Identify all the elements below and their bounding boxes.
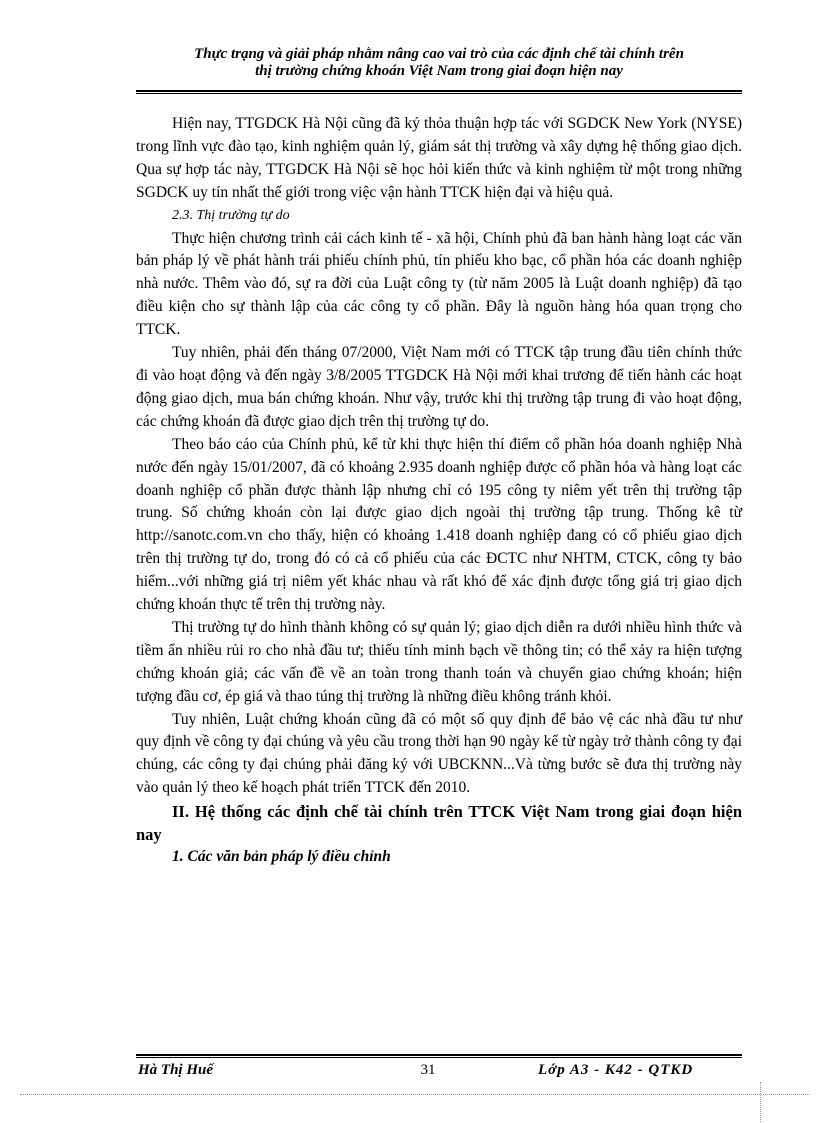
running-header [136,46,742,80]
header-line-2: thị trường chứng khoán Việt Nam trong giai đoạn hiện nay [255,63,623,79]
paragraph-3: Tuy nhiên, phải đến tháng 07/2000, Việt Nam mới có TTCK tập trung đầu tiên chính thức đi vào hoạt động và đến ngày 3/8/2005 TTGDCK Hà Nội mới khai trương để tiến hành các hoạt động giao dịch, mua bán chứng khoán. Như vậy, trước khi thị trường tập trung đi vào hoạt động, các chứng khoán đã được giao dịch trên thị trường tự do. [136,344,742,430]
footer-rule [136,1054,742,1056]
footer-rule-thin [136,1057,742,1058]
page-number: 31 [420,1062,436,1078]
footer-class: Lớp A3 - K42 - QTKD [538,1062,694,1078]
footer-author: Hà Thị Huế [138,1062,214,1078]
paragraph-2: Thực hiện chương trình cải cách kinh tế - xã hội, Chính phủ đã ban hành hàng loạt các văn bản pháp lý về phát hành trái phiếu chính phủ, tín phiếu kho bạc, cổ phần hóa các doanh nghiệp nhà nước. Thêm vào đó, sự ra đời của Luật công ty (từ năm 2005 là Luật doanh nghiệp) đã tạo điều kiện cho sự thành lập của các công ty cổ phần. Đây là nguồn hàng hóa quan trọng cho TTCK. [136,229,742,339]
paragraph-6: Tuy nhiên, Luật chứng khoán cũng đã có một số quy định để bảo vệ các nhà đầu tư như quy định về công ty đại chúng và yêu cầu trong thời hạn 90 ngày kể từ ngày trở thành công ty đại chúng, các công ty đại chúng phải đăng ký với UBCKNN...Và từng bước sẽ đưa thị trường này vào quản lý theo kế hoạch phát triển TTCK đến 2010. [136,710,742,797]
paragraph-5: Thị trường tự do hình thành không có sự quản lý; giao dịch diễn ra dưới nhiều hình thức và tiềm ẩn nhiều rủi ro cho nhà đầu tư; thiếu tính minh bạch về thông tin; có thể xảy ra hiện tượng chứng khoán giả; các vấn đề về an toàn trong thanh toán và chuyển giao chứng khoán; hiện tượng đầu cơ, ép giá và thao túng thị trường là những điều không tránh khỏi. [136,618,742,705]
subsection-title: 1. Các văn bản pháp lý điều chỉnh [172,848,391,866]
header-line-1: Thực trạng và giải pháp nhằm nâng cao vai trò của các định chế tài chính trên [194,46,684,62]
page-boundary-vertical [760,1082,761,1122]
header-rule [136,90,742,92]
header-rule-thin [136,93,742,94]
section-title: II. Hệ thống các định chế tài chính trên TTCK Việt Nam trong giai đoạn hiện nay [136,802,742,845]
subheading-free-market: 2.3. Thị trường tự do [172,207,290,223]
document-body [136,113,742,869]
paragraph-4: Theo báo cáo của Chính phủ, kể từ khi thực hiện thí điểm cổ phần hóa doanh nghiệp Nhà nước đến ngày 15/01/2007, đã có khoảng 2.935 doanh nghiệp được cổ phần hóa và hàng loạt các doanh nghiệp cổ phần được thành lập nhưng chỉ có 195 công ty niêm yết trên thị trường tập trung. Số chứng khoán còn lại được giao dịch ngoài thị trường tập trung. Thống kê từ http://sanotc.com.vn cho thấy, hiện có khoảng 1.418 doanh nghiệp đang có cổ phiếu giao dịch trên thị trường tự do, trong đó có cả cổ phiếu của các ĐCTC như NHTM, CTCK, công ty bảo hiểm...với những giá trị niêm yết khác nhau và rất khó để xác định được tổng giá trị giao dịch chứng khoán thực tế trên thị trường này. [136,435,742,614]
page-boundary-horizontal [20,1094,810,1095]
paragraph-1: Hiện nay, TTGDCK Hà Nội cũng đã ký thỏa thuận hợp tác với SGDCK New York (NYSE) trong lĩnh vực đào tạo, kinh nghiệm quản lý, giám sát thị trường và xây dựng hệ thống giao dịch. Qua sự hợp tác này, TTGDCK Hà Nội sẽ học hỏi kiến thức và kinh nghiệm từ một trong những SGDCK uy tín nhất thế giới trong việc vận hành TTCK hiện đại và hiệu quả. [136,115,742,201]
